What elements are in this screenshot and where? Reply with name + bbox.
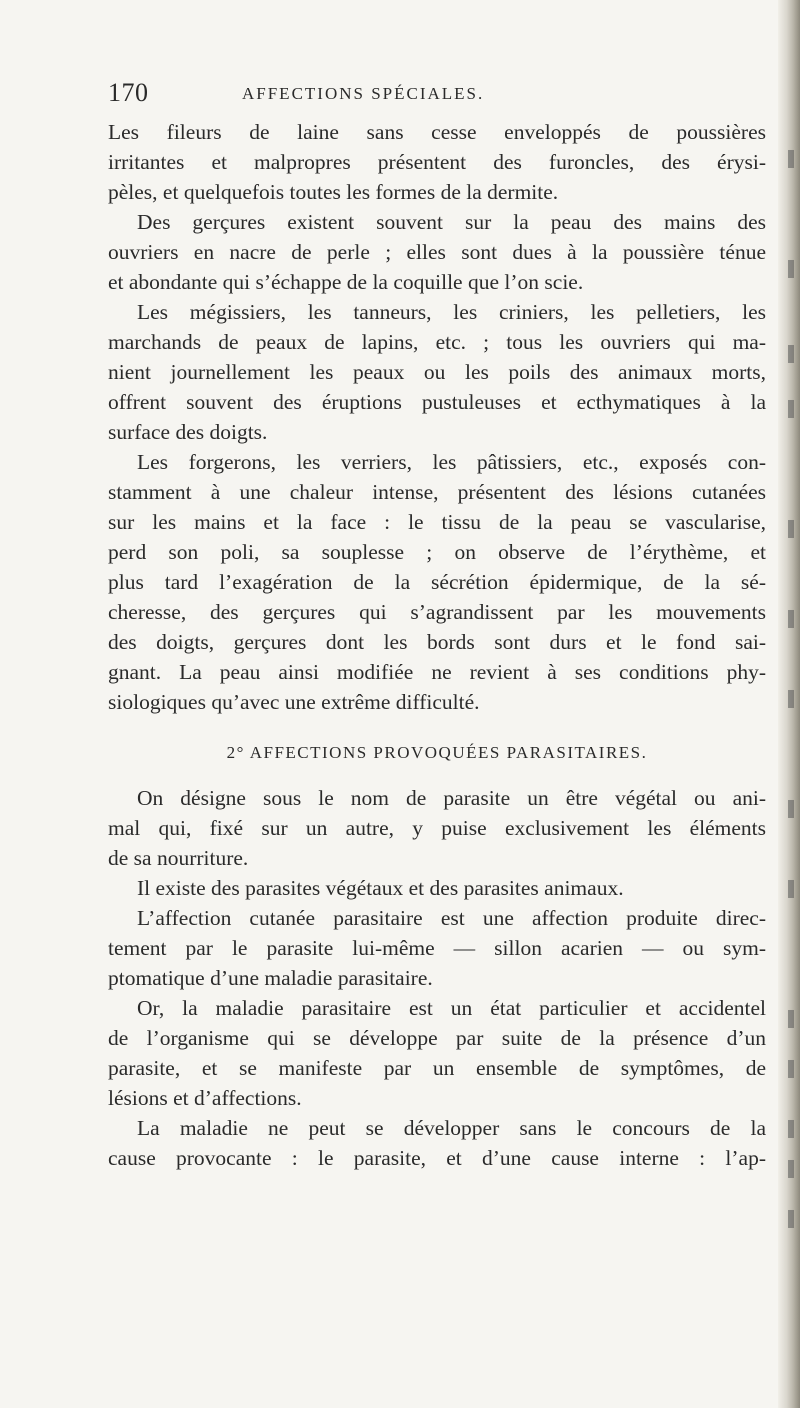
text-line: nient journellement les peaux ou les poils des animaux morts, [108, 360, 766, 384]
text-line: de sa nourriture. [108, 846, 249, 870]
page-spine-edge [778, 0, 800, 1408]
text-line: cause provocante : le parasite, et d’une cause interne : l’ap- [108, 1146, 766, 1170]
text-line: pèles, et quelquefois toutes les formes de la dermite. [108, 180, 559, 204]
text-line: Les forgerons, les verriers, les pâtissiers, etc., exposés con- [137, 450, 766, 474]
text-line: mal qui, fixé sur un autre, y puise exclusivement les éléments [108, 816, 766, 840]
running-head [108, 78, 768, 114]
running-head-title: AFFECTIONS SPÉCIALES. [242, 84, 485, 103]
text-line: sur les mains et la face : le tissu de la peau se vascularise, [108, 510, 766, 534]
text-line: ptomatique d’une maladie parasitaire. [108, 966, 433, 990]
text-line: gnant. La peau ainsi modifiée ne revient à ses conditions phy- [108, 660, 766, 684]
text-line: cheresse, des gerçures qui s’agrandissent par les mouvements [108, 600, 766, 624]
text-line: Les mégissiers, les tanneurs, les criniers, les pelletiers, les [137, 300, 766, 324]
text-line: On désigne sous le nom de parasite un être végétal ou ani- [137, 786, 766, 810]
text-line: ouvriers en nacre de perle ; elles sont dues à la poussière ténue [108, 240, 766, 264]
text-after-heading [108, 783, 766, 1173]
body-text [108, 117, 766, 1173]
text-line: siologiques qu’avec une extrême difficulté. [108, 690, 480, 714]
text-line: La maladie ne peut se développer sans le concours de la [137, 1116, 766, 1140]
text-line: marchands de peaux de lapins, etc. ; tous les ouvriers qui ma- [108, 330, 766, 354]
text-before-heading [108, 117, 766, 717]
text-line: surface des doigts. [108, 420, 268, 444]
text-line: de l’organisme qui se développe par suite de la présence d’un [108, 1026, 766, 1050]
text-line: et abondante qui s’échappe de la coquille que l’on scie. [108, 270, 584, 294]
text-line: tement par le parasite lui-même — sillon acarien — ou sym- [108, 936, 766, 960]
text-line: irritantes et malpropres présentent des furoncles, des érysi- [108, 150, 766, 174]
text-line: offrent souvent des éruptions pustuleuses et ecthymatiques à la [108, 390, 766, 414]
page-number: 170 [108, 78, 149, 107]
section-heading: 2° AFFECTIONS PROVOQUÉES PARASITAIRES. [226, 743, 648, 762]
text-line: stamment à une chaleur intense, présentent des lésions cutanées [108, 480, 766, 504]
text-line: Les fileurs de laine sans cesse enveloppés de poussières [108, 120, 766, 144]
text-line: Des gerçures existent souvent sur la peau des mains des [137, 210, 766, 234]
text-line: parasite, et se manifeste par un ensemble de symptômes, de [108, 1056, 766, 1080]
spine-marks [784, 0, 794, 1408]
text-line: Il existe des parasites végétaux et des parasites animaux. [137, 876, 624, 900]
text-line: perd son poli, sa souplesse ; on observe de l’érythème, et [108, 540, 766, 564]
text-line: lésions et d’affections. [108, 1086, 302, 1110]
text-line: des doigts, gerçures dont les bords sont durs et le fond sai- [108, 630, 766, 654]
text-line: L’affection cutanée parasitaire est une affection produite direc- [137, 906, 766, 930]
text-line: plus tard l’exagération de la sécrétion épidermique, de la sé- [108, 570, 766, 594]
text-line: Or, la maladie parasitaire est un état particulier et accidentel [137, 996, 766, 1020]
